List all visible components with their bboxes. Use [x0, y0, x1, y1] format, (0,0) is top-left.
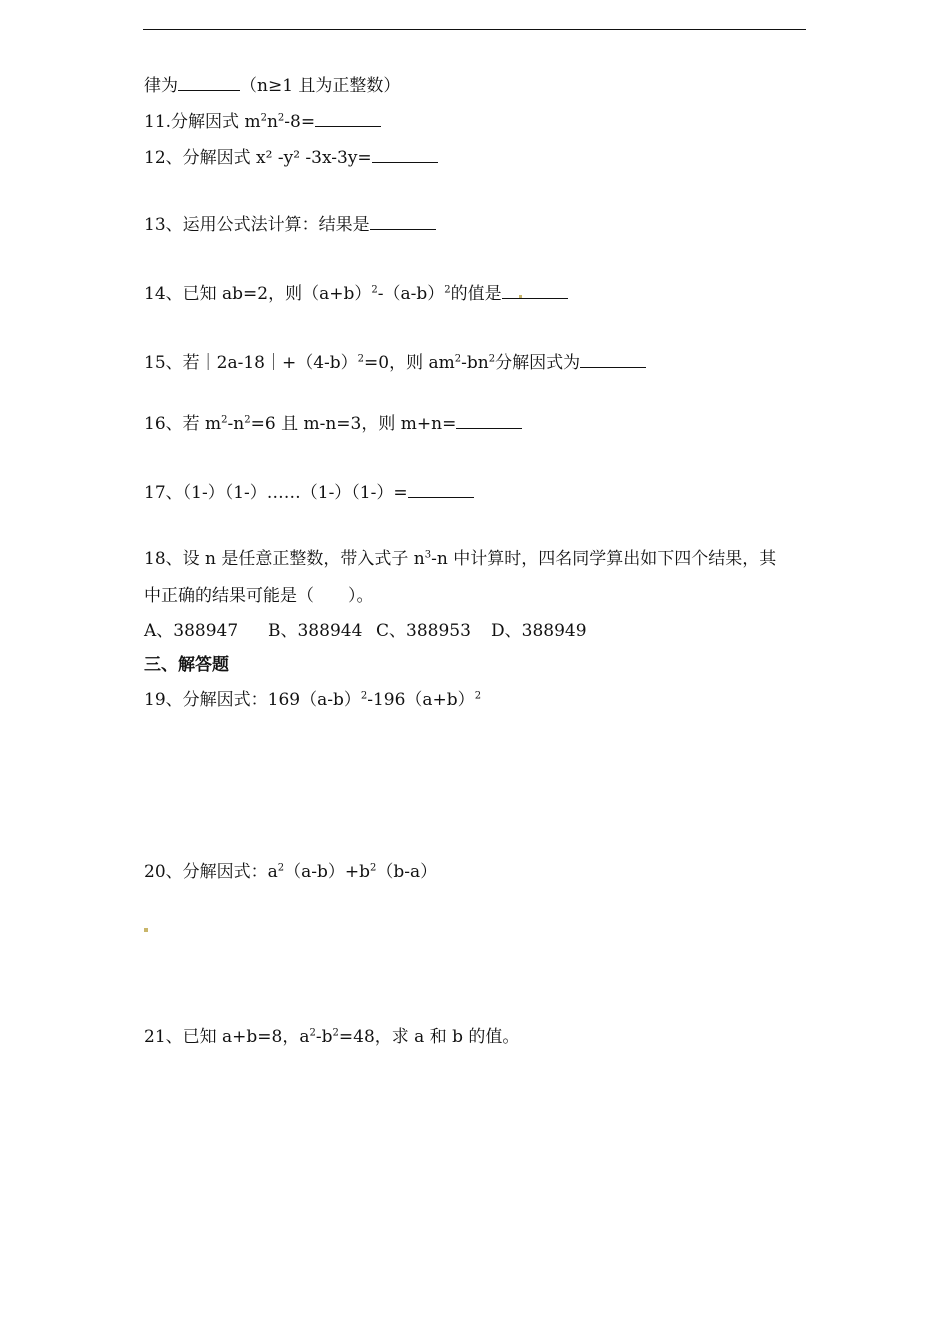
q10-continuation: 律为 （n≥1 且为正整数） [144, 72, 400, 98]
question-21: 21、已知 a+b=8，$a^2-b^2=48$，求 a 和 b 的值。 [144, 1027, 520, 1047]
question-18-line-2: 中正确的结果可能是（ ）。 [144, 586, 374, 606]
answer-blank[interactable] [372, 144, 438, 163]
answer-blank[interactable] [580, 349, 646, 368]
scan-mark [519, 295, 522, 298]
answer-blank[interactable] [370, 211, 436, 230]
answer-blank[interactable] [315, 108, 381, 127]
scan-mark [144, 928, 148, 932]
question-19: 19、分解因式：$169(a-b)^2-196(a+b)^2$ [144, 690, 482, 710]
question-18-options [144, 619, 587, 643]
question-17: 17、（1-）（1-）……（1-）（1-）= [144, 479, 474, 505]
answer-blank[interactable] [178, 72, 240, 91]
section-heading: 三、解答题 [144, 655, 229, 675]
option-b: B、388944 [268, 621, 363, 641]
option-a: A、388947 [144, 621, 239, 641]
question-12: 12、分解因式 x² -y² -3x-3y= [144, 144, 438, 170]
question-11: 11.分解因式 $m^2n^2-8=$ [144, 108, 381, 134]
question-20: 20、分解因式：$a^2(a-b)+b^2(b-a)$ [144, 862, 438, 882]
question-15: 15、若$|2a-18|+(4-b)^2=0$，则 $am^2-bn^2$分解因式为 [144, 349, 646, 375]
answer-blank[interactable] [408, 479, 474, 498]
question-13: 13、运用公式法计算：结果是 [144, 211, 436, 237]
question-16: 16、若 $m^2-n^2=6$ 且 m-n=3，则 m+n= [144, 410, 522, 436]
question-18-line-1: 18、设 n 是任意正整数，带入式子 $n^3-n$ 中计算时，四名同学算出如下四个结果，其 [144, 549, 777, 569]
header-rule [143, 29, 806, 30]
answer-blank[interactable] [456, 410, 522, 429]
option-d: D、388949 [491, 621, 587, 641]
answer-blank[interactable] [502, 280, 568, 299]
question-14: 14、已知 ab=2，则$(a+b)^2-(a-b)^2$的值是 [144, 280, 568, 306]
option-c: C、388953 [376, 621, 471, 641]
